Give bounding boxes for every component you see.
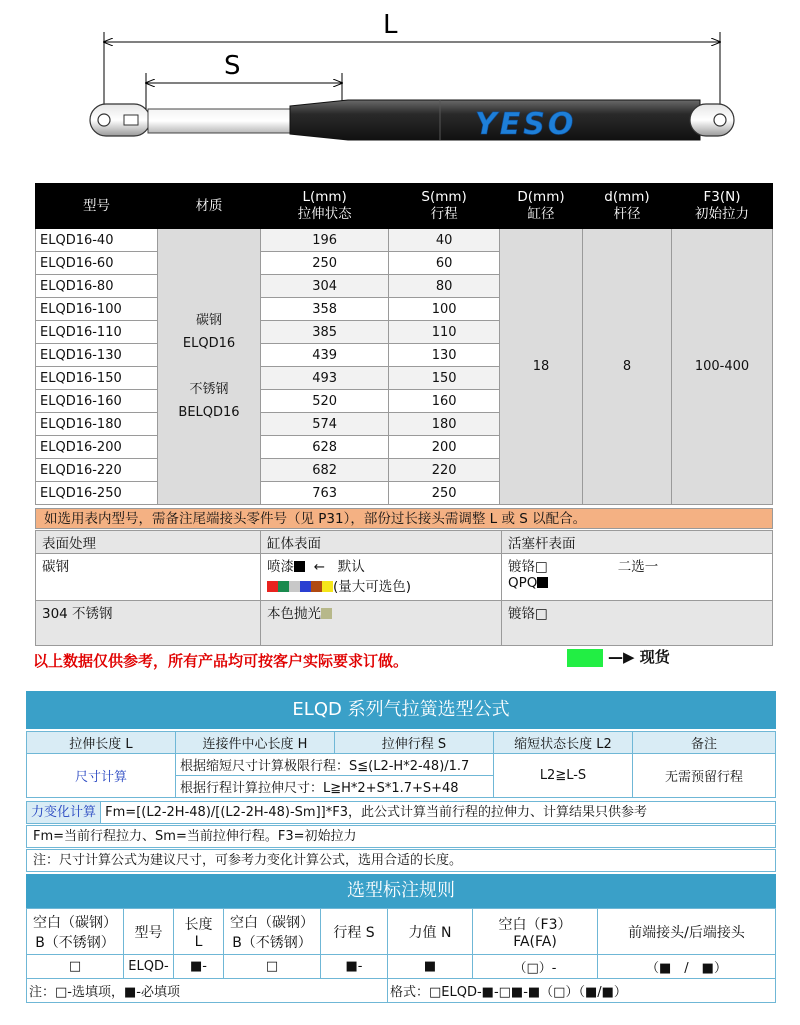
stock-swatch <box>567 649 603 667</box>
model-cell: ELQD16-200 <box>36 436 158 459</box>
warning-text: 以上数据仅供参考，所有产品均可按客户实际要求订做。 <box>33 652 409 670</box>
surface-rod-options: 镀铬□ 二选一 QPQ <box>502 554 773 601</box>
model-cell: ELQD16-60 <box>36 252 158 275</box>
model-cell: ELQD16-220 <box>36 459 158 482</box>
rule-value: ■- <box>321 955 388 979</box>
table-row <box>36 229 773 252</box>
stroke-cell: 250 <box>389 482 500 505</box>
spec-table <box>35 183 773 505</box>
surface-header-cylinder: 缸体表面 <box>261 531 502 554</box>
formula-header: 拉伸行程 S <box>335 732 494 754</box>
rule-legend: 注：□-选填项，■-必填项 <box>27 979 388 1003</box>
cylinder-eye-end <box>690 104 734 136</box>
formula-header: 拉伸长度 L <box>27 732 176 754</box>
polish-swatch <box>321 608 332 619</box>
black-swatch <box>294 561 305 572</box>
length-cell: 682 <box>261 459 389 482</box>
stroke-cell: 220 <box>389 459 500 482</box>
header-F3: F3(N) 初始拉力 <box>672 184 773 229</box>
piston-rod <box>148 109 298 133</box>
rod-diameter-cell: 8 <box>583 229 672 505</box>
blue-swatch <box>300 581 311 592</box>
stroke-cell: 40 <box>389 229 500 252</box>
surface-stainless: 304 不锈钢 <box>36 601 261 646</box>
remark-cell: 无需预留行程 <box>633 754 776 798</box>
model-cell: ELQD16-130 <box>36 344 158 367</box>
length-cell: 304 <box>261 275 389 298</box>
formula-header: 连接件中心长度 H <box>176 732 335 754</box>
length-cell: 574 <box>261 413 389 436</box>
label-S: S <box>224 51 241 81</box>
length-cell: 520 <box>261 390 389 413</box>
rule-header: 型号 <box>124 909 174 955</box>
rule-value: （□）- <box>473 955 598 979</box>
stroke-cell: 130 <box>389 344 500 367</box>
fm-definition: Fm=当前行程拉力、Sm=当前拉伸行程。F3=初始拉力 <box>26 825 776 848</box>
surface-rod-chrome: 镀铬□ <box>502 601 773 646</box>
length-cell: 385 <box>261 321 389 344</box>
stock-label: —▶ 现货 <box>608 648 670 666</box>
rule-table <box>26 908 776 1003</box>
rule-header: 空白（F3） FA(FA) <box>473 909 598 955</box>
length-cell: 763 <box>261 482 389 505</box>
rule-header: 行程 S <box>321 909 388 955</box>
l2-formula: L2≧L-S <box>494 754 633 798</box>
rule-value: □ <box>224 955 321 979</box>
rule-value: （■ / ■） <box>598 955 776 979</box>
length-cell: 358 <box>261 298 389 321</box>
header-material: 材质 <box>158 184 261 229</box>
surface-polish: 本色抛光 <box>261 601 502 646</box>
rule-value: □ <box>27 955 124 979</box>
surface-cylinder-paint: 喷漆 ← 默认 (量大可选色) <box>261 554 502 601</box>
header-model: 型号 <box>36 184 158 229</box>
model-cell: ELQD16-160 <box>36 390 158 413</box>
stroke-cell: 150 <box>389 367 500 390</box>
green-swatch <box>278 581 289 592</box>
rule-value: ELQD- <box>124 955 174 979</box>
formula-table <box>26 731 776 798</box>
stroke-cell: 180 <box>389 413 500 436</box>
rule-header: 空白（碳钢） B（不锈钢） <box>224 909 321 955</box>
stroke-cell: 200 <box>389 436 500 459</box>
header-L: L(mm) 拉伸状态 <box>261 184 389 229</box>
length-cell: 250 <box>261 252 389 275</box>
formula-header: 缩短状态长度 L2 <box>494 732 633 754</box>
model-cell: ELQD16-110 <box>36 321 158 344</box>
model-cell: ELQD16-100 <box>36 298 158 321</box>
formula-header: 备注 <box>633 732 776 754</box>
model-cell: ELQD16-40 <box>36 229 158 252</box>
brand-logo: YESO <box>475 107 577 142</box>
bore-cell: 18 <box>500 229 583 505</box>
brown-swatch <box>311 581 322 592</box>
length-cell: 493 <box>261 367 389 390</box>
rule-format: 格式：□ELQD-■-□■-■（□）（■/■） <box>388 979 776 1003</box>
rule-value: ■ <box>388 955 473 979</box>
header-D: D(mm) 缸径 <box>500 184 583 229</box>
length-cell: 628 <box>261 436 389 459</box>
rule-header: 力值 N <box>388 909 473 955</box>
size-calc-label: 尺寸计算 <box>27 754 176 798</box>
stroke-cell: 110 <box>389 321 500 344</box>
header-d: d(mm) 杆径 <box>583 184 672 229</box>
force-formula-row: 力变化计算 Fm=[(L2-2H-48)/[(L2-2H-48)-Sm]]*F3，此公式计算当前行程的拉伸力、计算结果只供参考 <box>26 801 776 824</box>
rule-title: 选型标注规则 <box>26 874 776 908</box>
rule-header: 前端接头/后端接头 <box>598 909 776 955</box>
label-L: L <box>383 10 398 40</box>
surface-header-treatment: 表面处理 <box>36 531 261 554</box>
red-swatch <box>267 581 278 592</box>
rule-header: 长度 L <box>174 909 224 955</box>
gas-spring-diagram <box>0 0 800 175</box>
size-formula-2: 根据行程计算拉伸尺寸：L≧H*2+S*1.7+S+48 <box>176 776 494 798</box>
spec-header-row <box>36 184 773 229</box>
length-cell: 196 <box>261 229 389 252</box>
model-cell: ELQD16-150 <box>36 367 158 390</box>
header-S: S(mm) 行程 <box>389 184 500 229</box>
surface-carbon-steel: 碳钢 <box>36 554 261 601</box>
surface-header-rod: 活塞杆表面 <box>502 531 773 554</box>
stroke-cell: 80 <box>389 275 500 298</box>
material-cell: 碳钢 ELQD16 不锈钢 BELQD16 <box>158 229 261 505</box>
spec-note: 如选用表内型号，需备注尾端接头零件号（见 P31），部份过长接头需调整 L 或 S 以配合。 <box>35 508 773 529</box>
rule-header: 空白（碳钢） B（不锈钢） <box>27 909 124 955</box>
formula-note: 注：尺寸计算公式为建议尺寸，可参考力变化计算公式，选用合适的长度。 <box>26 849 776 872</box>
surface-table <box>35 530 773 646</box>
stroke-cell: 60 <box>389 252 500 275</box>
model-cell: ELQD16-180 <box>36 413 158 436</box>
size-formula-1: 根据缩短尺寸计算极限行程：S≦(L2-H*2-48)/1.7 <box>176 754 494 776</box>
model-cell: ELQD16-80 <box>36 275 158 298</box>
grey-swatch <box>289 581 300 592</box>
stroke-cell: 160 <box>389 390 500 413</box>
rule-value: ■- <box>174 955 224 979</box>
yellow-swatch <box>322 581 333 592</box>
force-cell: 100-400 <box>672 229 773 505</box>
stroke-cell: 100 <box>389 298 500 321</box>
model-cell: ELQD16-250 <box>36 482 158 505</box>
length-cell: 439 <box>261 344 389 367</box>
formula-title: ELQD 系列气拉簧选型公式 <box>26 691 776 729</box>
